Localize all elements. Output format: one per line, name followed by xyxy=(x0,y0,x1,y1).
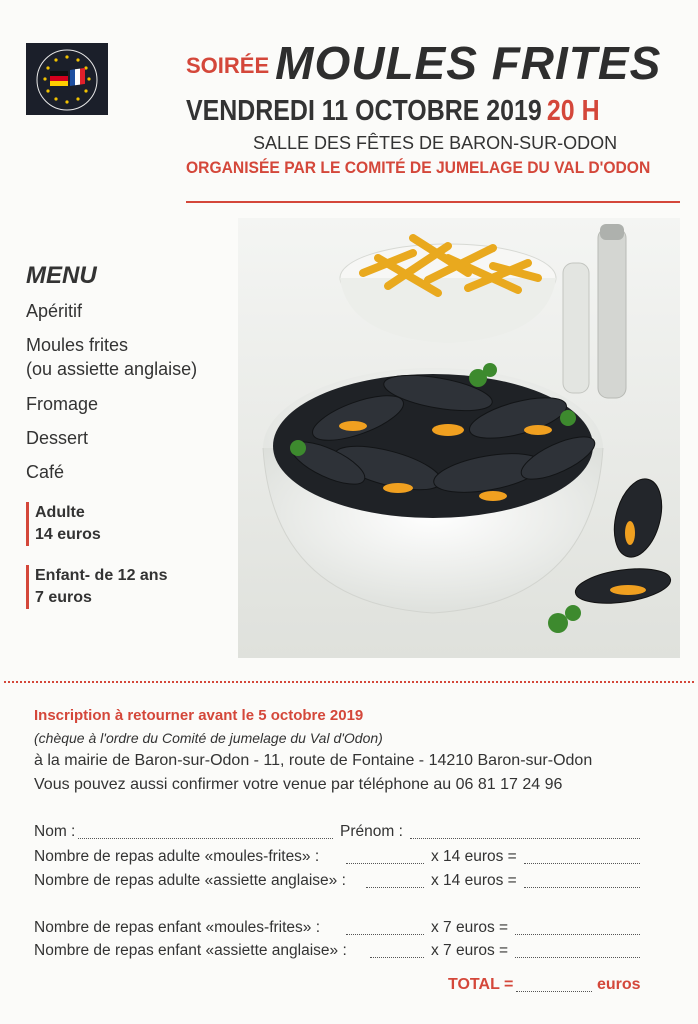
row-adulte-anglaise-price: x 14 euros = xyxy=(431,872,517,889)
row-adulte-anglaise-total[interactable] xyxy=(524,887,640,888)
menu-item: Fromage xyxy=(26,394,99,414)
logo-emblem-icon xyxy=(26,43,108,115)
event-title: MOULES FRITES xyxy=(275,37,662,89)
form-heading: Inscription à retourner avant le 5 octobre 2019 xyxy=(34,707,364,724)
form-divider xyxy=(4,681,694,683)
event-title-line xyxy=(186,36,661,90)
price-adult xyxy=(26,502,101,546)
row-adulte-moules-qty[interactable] xyxy=(346,863,424,864)
price-amount: 14 euros xyxy=(35,526,101,543)
total-label: TOTAL = xyxy=(448,976,514,993)
menu-item: Apéritif xyxy=(26,301,83,321)
row-adulte-anglaise-label: Nombre de repas adulte «assiette anglaise» : xyxy=(34,872,346,889)
phone-line: Vous pouvez aussi confirmer votre venue par téléphone au 06 81 17 24 96 xyxy=(34,776,563,793)
row-enfant-moules-qty[interactable] xyxy=(346,934,424,935)
cheque-note: (chèque à l'ordre du Comité de jumelage du Val d'Odon) xyxy=(34,730,383,746)
event-venue: SALLE DES FÊTES DE BARON-SUR-ODON xyxy=(253,133,618,153)
row-enfant-anglaise-total[interactable] xyxy=(515,957,640,958)
price-amount: 7 euros xyxy=(35,589,92,606)
row-adulte-moules-label: Nombre de repas adulte «moules-frites» : xyxy=(34,848,320,865)
moules-frites-photo xyxy=(238,218,680,658)
prenom-label: Prénom : xyxy=(340,823,403,840)
row-adulte-anglaise-qty[interactable] xyxy=(366,887,424,888)
menu-item: (ou assiette anglaise) xyxy=(26,359,198,379)
row-enfant-anglaise-qty[interactable] xyxy=(370,957,424,958)
comite-jumelage-logo xyxy=(26,43,108,115)
event-hour: 20 H xyxy=(546,95,600,127)
row-enfant-anglaise-price: x 7 euros = xyxy=(431,942,509,959)
total-field[interactable] xyxy=(516,991,592,992)
row-enfant-moules-price: x 7 euros = xyxy=(431,919,509,936)
soiree-label: SOIRÉE xyxy=(186,53,270,78)
event-date-line xyxy=(186,95,600,128)
price-child xyxy=(26,565,167,609)
nom-field[interactable] xyxy=(78,838,333,839)
prenom-field[interactable] xyxy=(410,838,640,839)
row-adulte-moules-total[interactable] xyxy=(524,863,640,864)
price-label: Enfant- de 12 ans xyxy=(35,567,168,584)
nom-label: Nom : xyxy=(34,823,76,840)
menu-item: Moules frites xyxy=(26,335,129,355)
row-adulte-moules-price: x 14 euros = xyxy=(431,848,517,865)
header-divider xyxy=(186,201,680,203)
event-organizer: ORGANISÉE PAR LE COMITÉ DE JUMELAGE DU VAL D'ODON xyxy=(186,158,651,177)
event-date: VENDREDI 11 OCTOBRE 2019 xyxy=(186,95,542,127)
price-label: Adulte xyxy=(35,504,85,521)
menu-item: Café xyxy=(26,462,65,482)
row-enfant-moules-label: Nombre de repas enfant «moules-frites» : xyxy=(34,919,321,936)
menu-title: MENU xyxy=(26,262,97,289)
row-enfant-moules-total[interactable] xyxy=(515,934,640,935)
row-enfant-anglaise-label: Nombre de repas enfant «assiette anglaise» : xyxy=(34,942,347,959)
mairie-address: à la mairie de Baron-sur-Odon - 11, route de Fontaine - 14210 Baron-sur-Odon xyxy=(34,752,593,769)
total-unit: euros xyxy=(597,976,641,993)
menu-item: Dessert xyxy=(26,428,89,448)
